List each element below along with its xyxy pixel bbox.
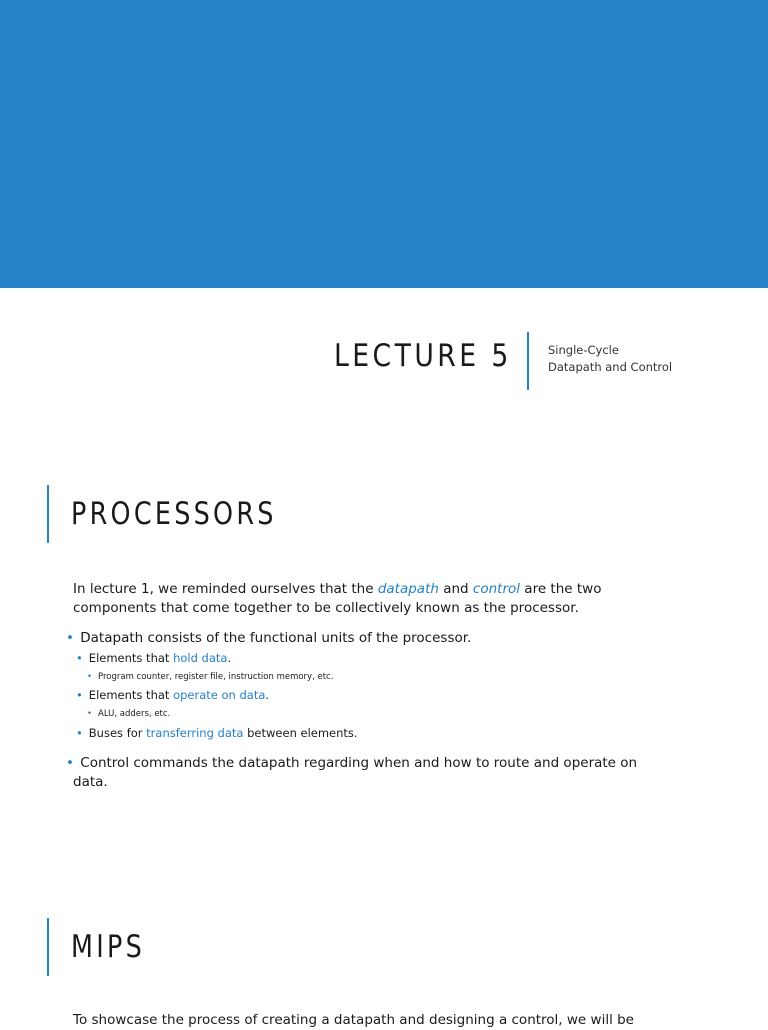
bullet-icon: • (76, 726, 83, 740)
bullet-icon: • (66, 630, 74, 646)
buses-text-a: Buses for (88, 726, 147, 740)
intro-and: and (438, 581, 473, 597)
lecture-subtitle (548, 342, 672, 376)
bullet-operate-examples (87, 708, 170, 720)
intro-control-term: control (472, 581, 520, 597)
bullet-icon: • (76, 688, 83, 702)
hold-text-a: Elements that (88, 651, 174, 665)
processors-accent-bar (47, 485, 49, 543)
bullet-elements-operate (76, 687, 269, 703)
intro-text-a: In lecture 1, we reminded ourselves that the (73, 581, 378, 597)
operate-text-b: . (265, 688, 270, 702)
hold-highlight: hold data (173, 651, 228, 665)
hold-text-b: . (227, 651, 232, 665)
operate-examples-text: ALU, adders, etc. (98, 709, 171, 719)
bullet-elements-hold (76, 650, 231, 666)
buses-text-b: between elements. (243, 726, 358, 740)
mips-heading: MIPS (71, 929, 146, 965)
bullet-datapath-text: Datapath consists of the functional units of the processor. (80, 630, 472, 646)
lecture-title: LECTURE 5 (334, 338, 512, 374)
subtitle-line-1: Single-Cycle (548, 343, 619, 357)
bullet-buses (76, 725, 358, 741)
buses-highlight: transferring data (146, 726, 244, 740)
operate-text-a: Elements that (88, 688, 174, 702)
operate-highlight: operate on data (173, 688, 266, 702)
bullet-icon: • (87, 672, 93, 682)
processors-heading: PROCESSORS (71, 496, 277, 532)
hold-examples-text: Program counter, register file, instruction memory, etc. (98, 672, 334, 682)
intro-datapath-term: datapath (377, 581, 439, 597)
processors-intro (73, 580, 673, 618)
bullet-icon: • (87, 709, 93, 719)
bullet-hold-examples (87, 671, 333, 683)
bullet-control-continued (73, 773, 673, 792)
bullet-datapath (66, 629, 666, 648)
title-banner (0, 0, 768, 288)
bullet-icon: • (66, 755, 74, 771)
mips-accent-bar (47, 918, 49, 976)
bullet-control-line1: Control commands the datapath regarding when and how to route and operate on (80, 755, 638, 771)
intro-text-b: are the two components that come together to be collectively known as the processor. (73, 581, 602, 616)
bullet-icon: • (76, 651, 83, 665)
bullet-control-line2: data. (73, 774, 108, 790)
mips-body-text: To showcase the process of creating a datapath and designing a control, we will be (73, 1012, 634, 1028)
title-divider (527, 332, 529, 390)
subtitle-line-2: Datapath and Control (548, 360, 673, 374)
bullet-control (66, 754, 666, 773)
